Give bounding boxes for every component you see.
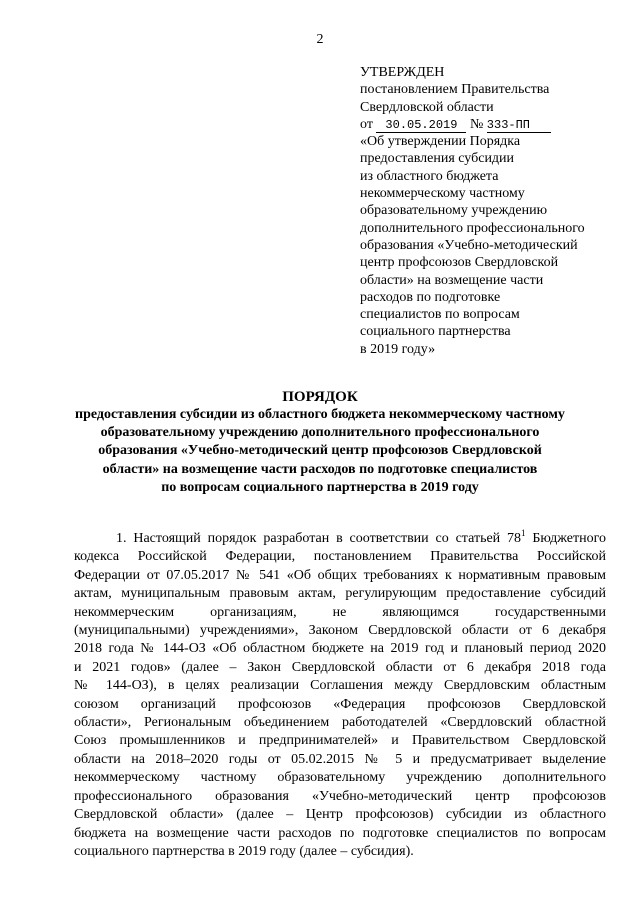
approval-title-line: некоммерческому частному <box>360 186 525 202</box>
paragraph-line: Союз промышленников и предпринимателей» и Правительством Свердловской <box>74 733 606 749</box>
approval-line: Свердловской области <box>360 99 494 115</box>
paragraph-line: № 144-ОЗ), в целях реализации Соглашения между Свердловским областным <box>74 678 606 694</box>
approval-title-line: дополнительного профессионального <box>360 220 585 236</box>
paragraph-line: области», Региональным объединением работодателей «Свердловский областной <box>74 715 606 731</box>
approval-number: 333-ПП <box>487 119 551 133</box>
subtitle-line: образования «Учебно-методический центр профсоюзов Свердловской <box>98 443 542 459</box>
approval-title-line: «Об утверждении Порядка <box>360 134 521 150</box>
approval-title-line: специалистов по вопросам <box>360 307 520 323</box>
document-subtitle <box>60 406 580 497</box>
approval-title-line: образовательному учреждению <box>360 203 548 219</box>
paragraph-line: 2018 года № 144-ОЗ «Об областном бюджете на 2019 год и плановый период 2020 <box>74 641 606 657</box>
paragraph-line: Федерации от 07.05.2017 № 541 «Об общих требованиях к нормативным правовым <box>74 567 606 583</box>
paragraph-text: 1. Настоящий порядок разработан в соответствии со статьей 78 <box>116 531 522 546</box>
date-prefix: от <box>360 116 373 132</box>
document-title: ПОРЯДОК <box>282 389 358 405</box>
subtitle-line: области» на возмещение части расходов по подготовке специалистов <box>102 461 538 477</box>
subtitle-line: по вопросам социального партнерства в 2019 году <box>161 479 479 495</box>
page-number: 2 <box>316 32 324 47</box>
approval-title-line: области» на возмещение части <box>360 272 544 288</box>
approval-date-line <box>360 116 620 133</box>
paragraph-line: социального партнерства в 2019 году (далее – субсидия). <box>74 843 414 859</box>
subtitle-line: предоставления субсидии из областного бюджета некоммерческому частному <box>75 407 565 422</box>
paragraph-1 <box>74 530 606 861</box>
paragraph-line: актам, муниципальным правовым актам, регулирующим предоставление субсидий <box>74 586 606 602</box>
paragraph-line: кодекса Российской Федерации, постановлением Правительства Российской <box>74 549 606 565</box>
paragraph-first-line <box>74 530 606 548</box>
paragraph-line: некоммерческому частному образовательному учреждению дополнительного <box>74 770 606 786</box>
number-prefix: № <box>469 116 484 132</box>
paragraph-line: Свердловской области» (далее – Центр профсоюзов) субсидии из областного <box>74 807 606 823</box>
paragraph-line: и 2021 годов» (далее – Закон Свердловской области от 6 декабря 2018 года <box>74 659 606 675</box>
paragraph-line: профессионального образования «Учебно-методический центр профсоюзов <box>74 788 606 804</box>
approval-date: 30.05.2019 <box>376 119 466 133</box>
approval-title-line: социального партнерства <box>360 324 511 340</box>
paragraph-line: бюджета на возмещение части расходов по подготовке специалистов по вопросам <box>74 825 606 841</box>
subtitle-line: образовательному учреждению дополнительного профессионального <box>100 425 540 441</box>
approval-title-line: из областного бюджета <box>360 168 499 184</box>
paragraph-line: (муниципальными) учреждениями», Законом Свердловской области от 6 декабря <box>74 623 606 639</box>
approval-line: постановлением Правительства <box>360 82 550 98</box>
approval-title-line: предоставления субсидии <box>360 151 515 167</box>
approval-heading: УТВЕРЖДЕН <box>360 65 445 80</box>
approval-title-line: расходов по подготовке <box>360 289 501 305</box>
approval-title-line: центр профсоюзов Свердловской <box>360 255 559 271</box>
paragraph-line: некоммерческим организациям, не являющимся государственными <box>74 604 606 620</box>
paragraph-line: области на 2018–2020 годы от 05.02.2015 № 5 и предусматривает выделение <box>74 751 606 767</box>
approval-title-line: образования «Учебно-методический <box>360 237 578 253</box>
approval-title-line: в 2019 году» <box>360 341 436 357</box>
approval-stamp <box>360 64 620 358</box>
paragraph-text: Бюджетного <box>525 531 606 546</box>
paragraph-line: союзом организаций профсоюзов «Федерация профсоюзов Свердловской <box>74 696 606 712</box>
superscript: 1 <box>521 528 526 538</box>
